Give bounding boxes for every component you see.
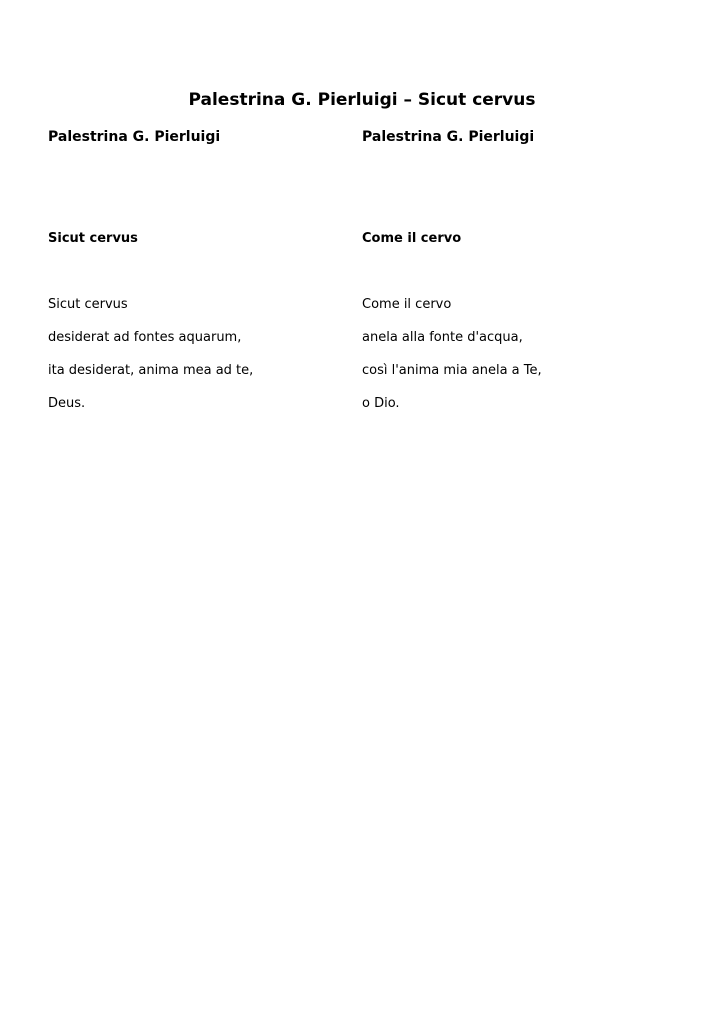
italian-verse: anela alla fonte d'acqua,	[362, 330, 523, 345]
latin-verse: desiderat ad fontes aquarum,	[48, 330, 242, 345]
italian-verse: o Dio.	[362, 396, 400, 411]
italian-verse: così l'anima mia anela a Te,	[362, 363, 542, 378]
latin-column	[48, 128, 348, 411]
italian-author: Palestrina G. Pierluigi	[362, 129, 535, 145]
italian-column	[362, 128, 662, 411]
document-title: Palestrina G. Pierluigi – Sicut cervus	[188, 90, 536, 110]
latin-verses	[48, 296, 253, 428]
latin-verse: ita desiderat, anima mea ad te,	[48, 363, 254, 378]
italian-poem-title: Come il cervo	[362, 231, 462, 246]
latin-verse: Sicut cervus	[48, 297, 128, 312]
latin-poem-title: Sicut cervus	[48, 231, 138, 246]
italian-verses	[362, 296, 542, 428]
latin-verse: Deus.	[48, 396, 86, 411]
latin-author: Palestrina G. Pierluigi	[48, 129, 221, 145]
italian-verse: Come il cervo	[362, 297, 452, 312]
